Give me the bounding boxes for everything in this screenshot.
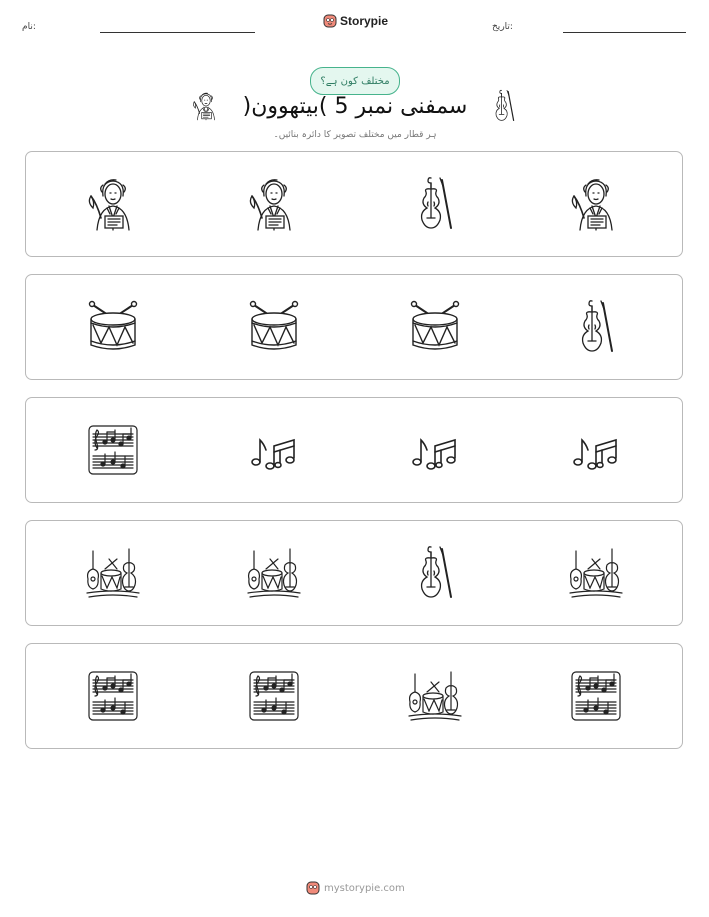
- picture-option[interactable]: [405, 543, 465, 603]
- footer: [306, 880, 405, 896]
- sheet-music-icon: [244, 666, 304, 726]
- instruction-text: ہر قطار میں مختلف تصویر کا دائرہ بنائیں۔: [273, 130, 437, 140]
- puzzle-row: [25, 151, 683, 257]
- brand-logo: [323, 13, 388, 29]
- picture-option[interactable]: [83, 174, 143, 234]
- violin-icon: [566, 297, 626, 357]
- date-label: تاریخ:: [492, 22, 513, 32]
- picture-option[interactable]: [244, 420, 304, 480]
- puzzle-row: [25, 520, 683, 626]
- picture-option[interactable]: [566, 666, 626, 726]
- picture-option[interactable]: [244, 543, 304, 603]
- picture-option[interactable]: [566, 297, 626, 357]
- picture-option[interactable]: [405, 420, 465, 480]
- sheet-music-icon: [566, 666, 626, 726]
- picture-option[interactable]: [566, 420, 626, 480]
- sheet-music-icon: [83, 666, 143, 726]
- picture-option[interactable]: [566, 543, 626, 603]
- music-notes-icon: [566, 420, 626, 480]
- date-line[interactable]: [563, 32, 686, 33]
- beethoven-icon: [566, 174, 626, 234]
- drum-icon: [244, 297, 304, 357]
- beethoven-icon: [83, 174, 143, 234]
- picture-option[interactable]: [244, 666, 304, 726]
- violin-icon: [405, 174, 465, 234]
- instruments-icon: [405, 666, 465, 726]
- title-beethoven-icon: [190, 88, 222, 124]
- name-line[interactable]: [100, 32, 255, 33]
- puzzle-row: [25, 274, 683, 380]
- picture-option[interactable]: [405, 297, 465, 357]
- picture-option[interactable]: [566, 174, 626, 234]
- name-label: نام:: [22, 22, 36, 32]
- title-violin-icon: [490, 88, 518, 124]
- badge: مختلف کون ہے؟: [310, 67, 400, 95]
- picture-option[interactable]: [405, 666, 465, 726]
- brand-name: Storypie: [340, 14, 389, 28]
- puzzle-row: [25, 397, 683, 503]
- storypie-mascot-icon: [323, 13, 337, 29]
- puzzle-row: [25, 643, 683, 749]
- music-notes-icon: [244, 420, 304, 480]
- picture-option[interactable]: [244, 174, 304, 234]
- footer-mascot-icon: [306, 880, 320, 896]
- picture-option[interactable]: [83, 666, 143, 726]
- beethoven-icon: [244, 174, 304, 234]
- drum-icon: [405, 297, 465, 357]
- picture-option[interactable]: [83, 543, 143, 603]
- violin-icon: [405, 543, 465, 603]
- picture-option[interactable]: [83, 420, 143, 480]
- picture-option[interactable]: [244, 297, 304, 357]
- footer-site: mystorypie.com: [324, 882, 405, 894]
- sheet-music-icon: [83, 420, 143, 480]
- picture-option[interactable]: [405, 174, 465, 234]
- page-title: سمفنی نمبر 5 )بیتھوون(: [242, 94, 468, 119]
- instruments-icon: [83, 543, 143, 603]
- picture-option[interactable]: [83, 297, 143, 357]
- music-notes-icon: [405, 420, 465, 480]
- instruments-icon: [244, 543, 304, 603]
- instruments-icon: [566, 543, 626, 603]
- drum-icon: [83, 297, 143, 357]
